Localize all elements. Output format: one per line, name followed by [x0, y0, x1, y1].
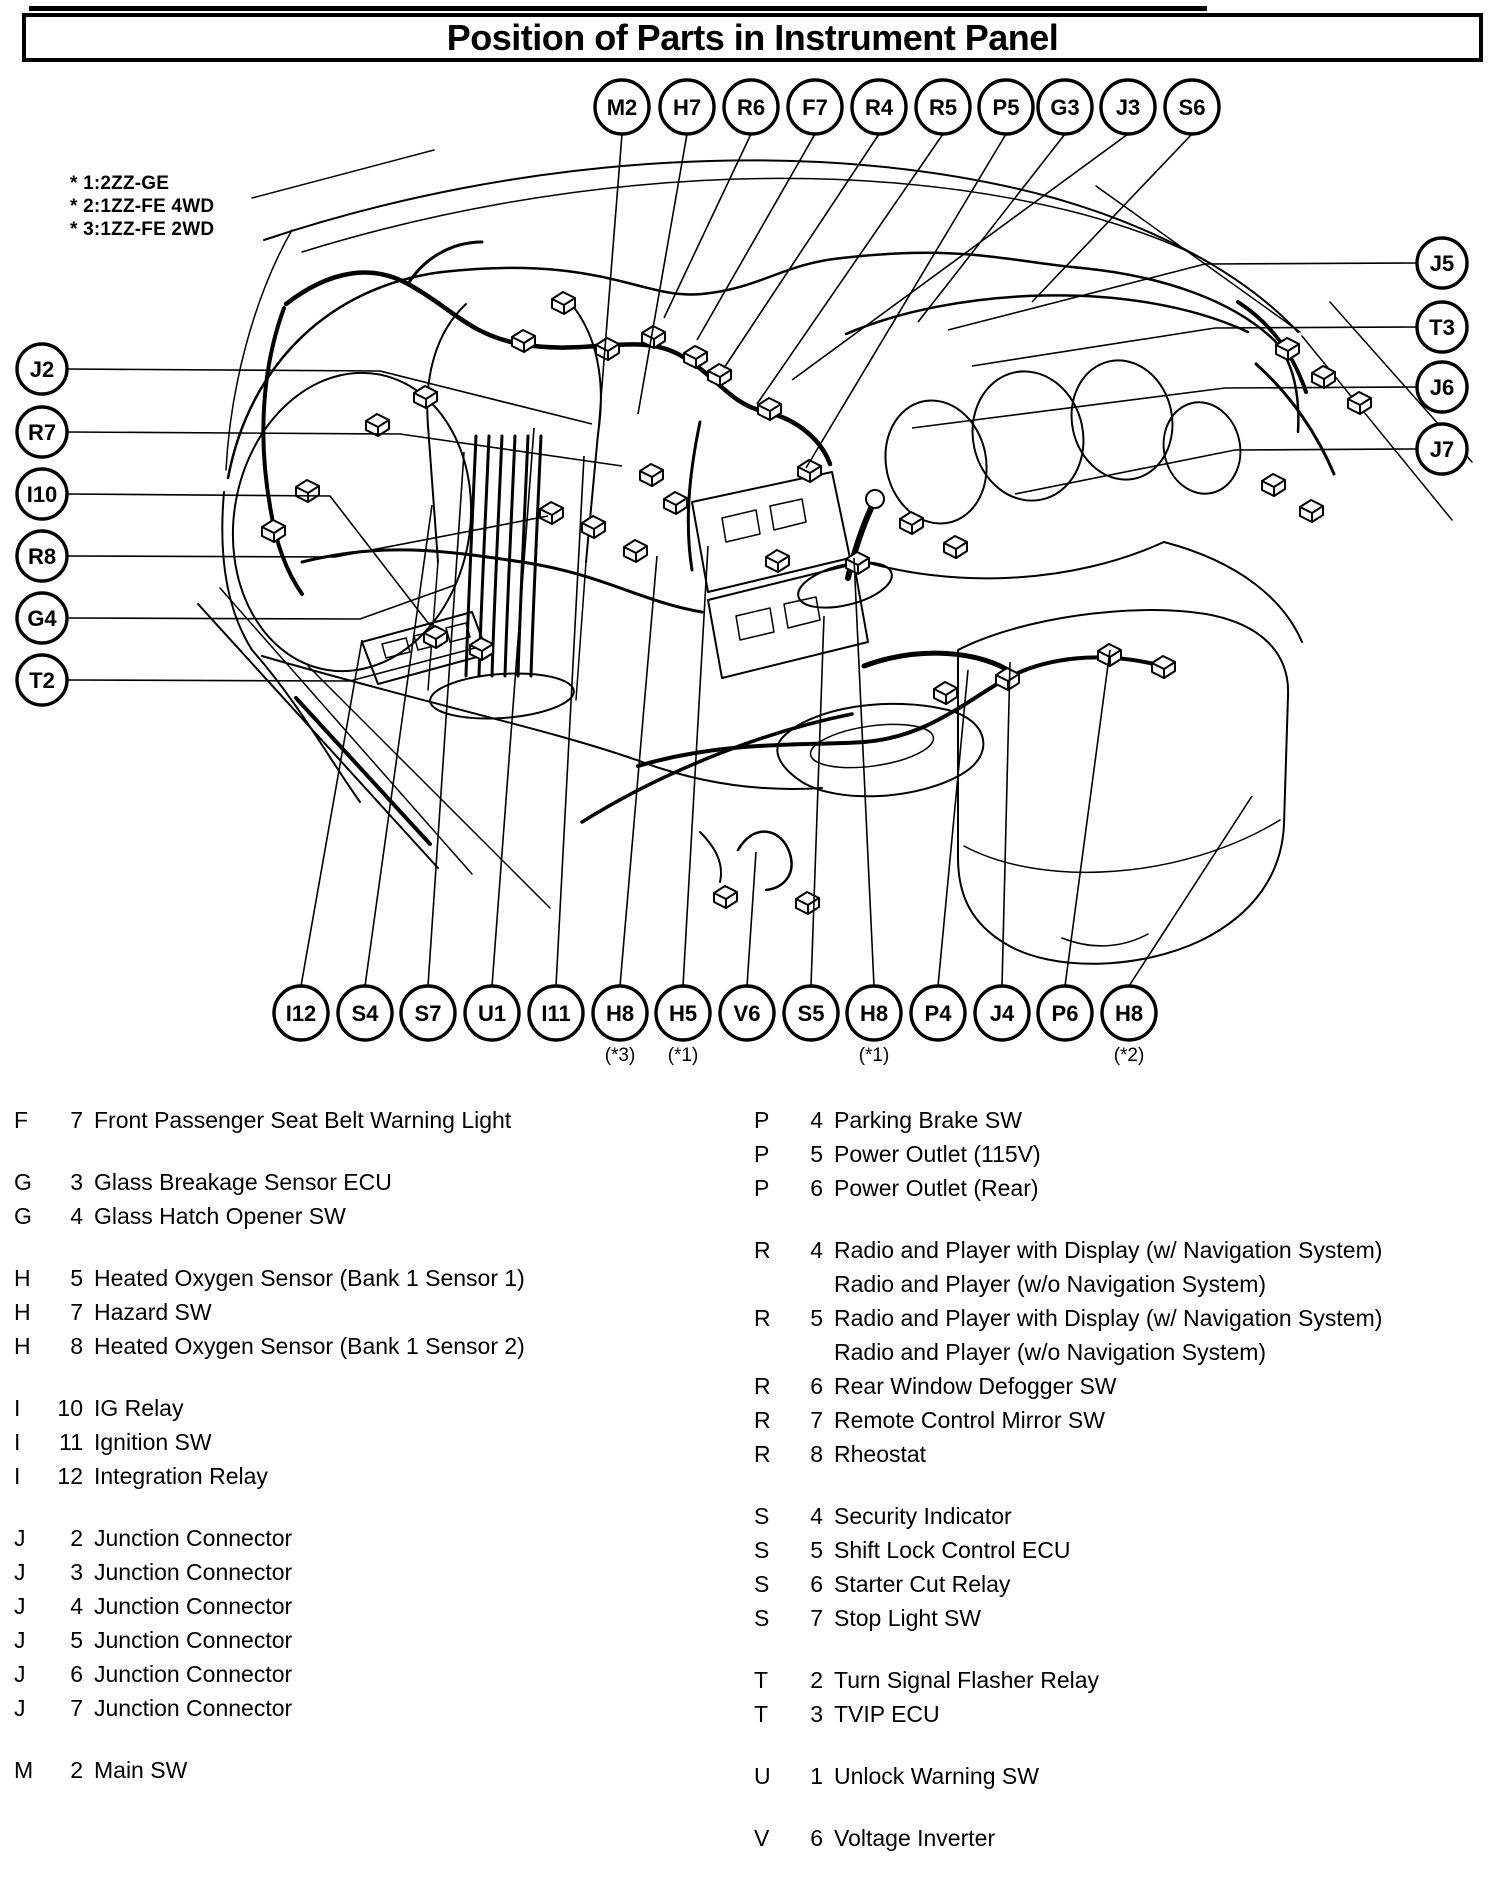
legend-description: Starter Cut Relay [834, 1571, 1011, 1597]
callout-label: J6 [1429, 375, 1455, 400]
callout-label: J4 [989, 1001, 1015, 1026]
callout-label: I11 [541, 1001, 571, 1026]
connector-cube [714, 886, 737, 908]
legend-number: 7 [70, 1695, 83, 1721]
legend-description: Radio and Player (w/o Navigation System) [834, 1271, 1267, 1297]
legend-code: R [754, 1305, 771, 1331]
legend-code: I [14, 1395, 21, 1421]
connector-cube [1152, 656, 1175, 678]
leader-line [811, 616, 824, 986]
legend-code: H [14, 1333, 31, 1359]
leader-line [67, 585, 455, 619]
leader-line [620, 556, 657, 986]
legend-row [14, 1165, 674, 1199]
gauge-cluster [846, 295, 1249, 578]
center-stack [692, 472, 868, 678]
callout-label: G4 [27, 606, 57, 631]
legend-number: 12 [57, 1463, 83, 1489]
legend-description: Hazard SW [94, 1299, 212, 1325]
legend-number: 5 [810, 1537, 823, 1563]
callout-sub-label: (*2) [1113, 1045, 1145, 1066]
callout-label: V6 [733, 1001, 761, 1026]
connector-cube [766, 550, 789, 572]
legend-row [14, 1261, 674, 1295]
legend-description: Power Outlet (Rear) [834, 1175, 1039, 1201]
callout-S5 [784, 616, 838, 1040]
legend-group [754, 1821, 1494, 1855]
legend-number: 5 [810, 1141, 823, 1167]
callout-label: R5 [928, 95, 958, 120]
legend-row [754, 1759, 1494, 1793]
connector-cube [582, 516, 605, 538]
callout-label: H8 [859, 1001, 889, 1026]
legend-row [14, 1391, 674, 1425]
legend-number: 1 [810, 1763, 823, 1789]
legend-row [14, 1589, 674, 1623]
connector-cube [708, 364, 731, 386]
legend-group [754, 1499, 1494, 1635]
legend-description: Heated Oxygen Sensor (Bank 1 Sensor 1) [94, 1265, 525, 1291]
legend-description: TVIP ECU [834, 1701, 940, 1727]
legend-number: 6 [70, 1661, 83, 1687]
legend-code: P [754, 1107, 770, 1133]
legend-description: Parking Brake SW [834, 1107, 1022, 1133]
legend-row [754, 1437, 1494, 1471]
legend-row [14, 1425, 674, 1459]
legend-number: 3 [70, 1169, 83, 1195]
legend-group [14, 1103, 674, 1137]
legend-description: Junction Connector [94, 1661, 293, 1687]
legend-number: 5 [810, 1305, 823, 1331]
legend-number: 5 [70, 1265, 83, 1291]
legend-row [754, 1233, 1494, 1267]
legend-number: 4 [70, 1203, 83, 1229]
callout-label: R7 [27, 420, 57, 445]
legend-number: 3 [70, 1559, 83, 1585]
legend-code: H [14, 1299, 31, 1325]
callout-P4 [911, 670, 968, 1040]
callout-label: S6 [1178, 95, 1206, 120]
legend-number: 6 [810, 1571, 823, 1597]
connector-cube [552, 292, 575, 314]
legend-number: 7 [810, 1605, 823, 1631]
legend-code: G [14, 1203, 32, 1229]
legend-code: M [14, 1757, 34, 1783]
legend-number: 3 [810, 1701, 823, 1727]
connector-cube [996, 668, 1019, 690]
connector-cube [796, 892, 819, 914]
callout-label: H5 [668, 1001, 698, 1026]
legend-number: 7 [70, 1107, 83, 1133]
connector-cube [934, 682, 957, 704]
legend-description: Ignition SW [94, 1429, 212, 1455]
callout-sub-label: (*1) [667, 1045, 699, 1066]
legend-row [14, 1329, 674, 1363]
callout-label: H7 [672, 95, 702, 120]
callout-H5(*1) [656, 546, 710, 1066]
callout-label: S5 [797, 1001, 825, 1026]
legend-code: J [14, 1695, 26, 1721]
leader-line [598, 134, 622, 436]
callout-M2 [595, 80, 649, 436]
leader-line [301, 640, 362, 986]
callout-label: T3 [1429, 315, 1455, 340]
legend-code: R [754, 1441, 771, 1467]
callout-label: S4 [351, 1001, 379, 1026]
legend-group [754, 1103, 1494, 1205]
footnote-line: * 1:2ZZ-GE [70, 173, 170, 194]
legend-left-column [14, 1103, 674, 1815]
legend-code: T [754, 1701, 769, 1727]
callout-label: T2 [29, 668, 55, 693]
leader-line [67, 369, 592, 424]
legend-description: Radio and Player (w/o Navigation System) [834, 1339, 1267, 1365]
leader-line [1065, 650, 1110, 986]
connector-cube [684, 346, 707, 368]
legend-number: 8 [70, 1333, 83, 1359]
legend-row [14, 1623, 674, 1657]
legend-row [754, 1663, 1494, 1697]
legend-group [14, 1165, 674, 1233]
legend-number: 2 [70, 1525, 83, 1551]
steering-column [427, 298, 601, 723]
callout-T3 [972, 302, 1467, 366]
legend-description: Junction Connector [94, 1695, 293, 1721]
legend-code: S [754, 1571, 770, 1597]
connector-cube [296, 480, 319, 502]
legend-row [754, 1267, 1494, 1301]
legend-row [754, 1499, 1494, 1533]
callout-sub-label: (*3) [604, 1045, 636, 1066]
legend-row [14, 1753, 674, 1787]
legend-description: Junction Connector [94, 1627, 293, 1653]
legend-code: I [14, 1463, 21, 1489]
legend-row [754, 1403, 1494, 1437]
callouts-layer [17, 80, 1467, 1066]
instrument-panel-illustration [198, 150, 1472, 964]
legend-code: R [754, 1373, 771, 1399]
legend-row [754, 1301, 1494, 1335]
legend-description: Junction Connector [94, 1559, 293, 1585]
legend-code: G [14, 1169, 32, 1195]
connector-cube [262, 520, 285, 542]
legend-group [14, 1521, 674, 1725]
legend-row [14, 1521, 674, 1555]
legend-description: Unlock Warning SW [834, 1763, 1039, 1789]
legend-description: Power Outlet (115V) [834, 1141, 1041, 1167]
legend-right-column [754, 1103, 1494, 1883]
callout-H8(*1) [847, 558, 901, 1066]
leader-line [67, 516, 548, 557]
shift-lever [794, 490, 897, 616]
legend-description: Junction Connector [94, 1593, 293, 1619]
callout-J2 [17, 344, 592, 424]
footnote-line: * 3:1ZZ-FE 2WD [70, 219, 215, 240]
callout-H8(*2) [1102, 796, 1252, 1066]
connector-cube [900, 512, 923, 534]
connector-cube [1312, 366, 1335, 388]
legend-code: S [754, 1537, 770, 1563]
legend-row [754, 1369, 1494, 1403]
legend-number: 4 [810, 1107, 823, 1133]
callout-label: P5 [992, 95, 1020, 120]
legend-row [14, 1295, 674, 1329]
legend-code: J [14, 1593, 26, 1619]
callout-J4 [975, 662, 1029, 1040]
callout-label: R8 [27, 544, 57, 569]
legend-number: 11 [59, 1429, 83, 1455]
legend-code: T [754, 1667, 769, 1693]
legend-row [14, 1103, 674, 1137]
callout-label: P6 [1051, 1001, 1079, 1026]
callout-S7 [401, 452, 464, 1040]
legend-code: I [14, 1429, 21, 1455]
legend-row [14, 1459, 674, 1493]
callout-sub-label: (*1) [858, 1045, 890, 1066]
connector-cube [664, 492, 687, 514]
leader-line [747, 852, 756, 986]
callout-label: J7 [1429, 437, 1455, 462]
legend-number: 7 [810, 1407, 823, 1433]
legend-row [754, 1171, 1494, 1205]
legend-code: V [754, 1825, 770, 1851]
legend-description: IG Relay [94, 1395, 184, 1421]
legend-row [754, 1821, 1494, 1855]
callout-label: G3 [1050, 95, 1080, 120]
leader-line [1002, 662, 1010, 986]
legend-group [14, 1391, 674, 1493]
callout-label: R4 [864, 95, 894, 120]
legend-row [14, 1555, 674, 1589]
legend-code: J [14, 1525, 26, 1551]
legend-row [754, 1567, 1494, 1601]
connector-cube [1300, 500, 1323, 522]
legend-number: 10 [57, 1395, 83, 1421]
legend-code: R [754, 1407, 771, 1433]
legend-description: Glass Breakage Sensor ECU [94, 1169, 392, 1195]
connector-cube [1262, 474, 1285, 496]
leader-line [428, 452, 464, 986]
connector-cube [640, 464, 663, 486]
callout-label: H8 [605, 1001, 635, 1026]
legend-number: 5 [70, 1627, 83, 1653]
legend-code: J [14, 1661, 26, 1687]
legend-code: P [754, 1175, 770, 1201]
leader-line [365, 505, 432, 986]
connector-cube [1348, 392, 1371, 414]
callout-label: P4 [924, 1001, 952, 1026]
leader-line [972, 327, 1417, 366]
callout-J6 [912, 362, 1467, 428]
legend-description: Voltage Inverter [834, 1825, 996, 1851]
connector-cube [596, 338, 619, 360]
legend-row [754, 1533, 1494, 1567]
callout-label: J2 [29, 357, 55, 382]
legend-description: Main SW [94, 1757, 188, 1783]
legend-row [754, 1137, 1494, 1171]
legend-group [754, 1759, 1494, 1793]
callout-label: S7 [414, 1001, 442, 1026]
legend-number: 6 [810, 1175, 823, 1201]
legend-description: Front Passenger Seat Belt Warning Light [94, 1107, 512, 1133]
legend-description: Stop Light SW [834, 1605, 982, 1631]
callout-label: F7 [802, 95, 828, 120]
leader-line [638, 134, 687, 414]
leader-line [556, 456, 584, 986]
legend-code: P [754, 1141, 770, 1167]
legend-row [14, 1199, 674, 1233]
legend-number: 6 [810, 1373, 823, 1399]
leader-line [67, 648, 475, 681]
legend-number: 6 [810, 1825, 823, 1851]
page-title: Position of Parts in Instrument Panel [446, 16, 1059, 58]
legend-description: Radio and Player with Display (w/ Navigation System) [834, 1237, 1383, 1263]
leader-line [697, 134, 815, 340]
connector-cube [944, 536, 967, 558]
legend-number: 2 [810, 1667, 823, 1693]
legend-description: Rheostat [834, 1441, 927, 1467]
leader-line [1129, 796, 1252, 986]
leader-line [757, 134, 943, 404]
legend-number: 2 [70, 1757, 83, 1783]
footnote-line: * 2:1ZZ-FE 4WD [70, 196, 215, 217]
connector-cube [512, 330, 535, 352]
legend-description: Shift Lock Control ECU [834, 1537, 1071, 1563]
callout-label: J3 [1115, 95, 1141, 120]
connector-cube [366, 414, 389, 436]
legend-number: 8 [810, 1441, 823, 1467]
legend-code: H [14, 1265, 31, 1291]
leader-line [918, 134, 1065, 322]
legend-description: Heated Oxygen Sensor (Bank 1 Sensor 2) [94, 1333, 525, 1359]
callout-P5 [806, 80, 1033, 468]
legend-number: 4 [70, 1593, 83, 1619]
legend-description: Turn Signal Flasher Relay [834, 1667, 1100, 1693]
legend-number: 7 [70, 1299, 83, 1325]
legend-group [14, 1261, 674, 1363]
legend-description: Glass Hatch Opener SW [94, 1203, 346, 1229]
legend-code: R [754, 1237, 771, 1263]
legend-code: S [754, 1605, 770, 1631]
legend-code: U [754, 1763, 771, 1789]
callout-label: I12 [285, 1001, 317, 1026]
connector-cube [540, 502, 563, 524]
callout-label: U1 [477, 1001, 507, 1026]
legend-row [14, 1657, 674, 1691]
legend-description: Radio and Player with Display (w/ Navigation System) [834, 1305, 1383, 1331]
callout-V6 [720, 852, 774, 1040]
legend-description: Remote Control Mirror SW [834, 1407, 1105, 1433]
legend-description: Junction Connector [94, 1525, 293, 1551]
legend-code: J [14, 1627, 26, 1653]
leader-line [1032, 134, 1192, 302]
legend-group [14, 1753, 674, 1787]
legend-code: S [754, 1503, 770, 1529]
legend-code: F [14, 1107, 29, 1133]
legend-description: Integration Relay [94, 1463, 268, 1489]
legend-row [754, 1601, 1494, 1635]
legend-row [754, 1335, 1494, 1369]
callout-label: I10 [26, 482, 58, 507]
legend-number: 4 [810, 1237, 823, 1263]
legend-group [754, 1233, 1494, 1471]
callout-label: J5 [1429, 251, 1455, 276]
legend-row [754, 1103, 1494, 1137]
callout-label: M2 [606, 95, 638, 120]
legend-description: Security Indicator [834, 1503, 1012, 1529]
callout-label: H8 [1114, 1001, 1144, 1026]
callout-P6 [1038, 650, 1110, 1040]
legend-group [754, 1663, 1494, 1731]
callout-label: R6 [736, 95, 766, 120]
legend-number: 4 [810, 1503, 823, 1529]
legend-row [14, 1691, 674, 1725]
legend-code: J [14, 1559, 26, 1585]
connector-cube [624, 540, 647, 562]
legend-description: Rear Window Defogger SW [834, 1373, 1117, 1399]
legend-row [754, 1697, 1494, 1731]
